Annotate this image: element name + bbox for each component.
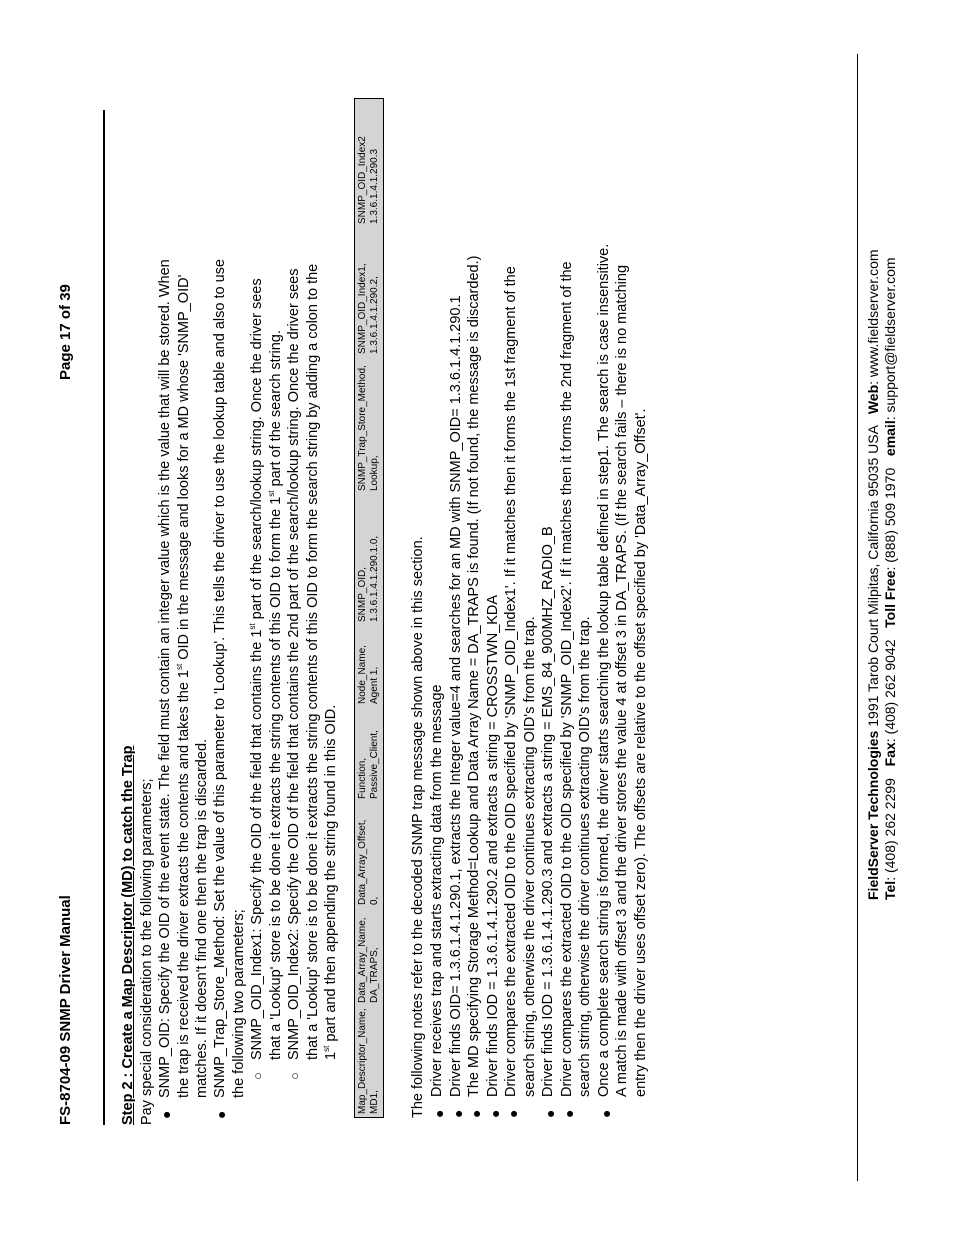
- table-cell-map-descriptor-name: MD1,: [369, 1090, 380, 1114]
- notes-intro: The following notes refer to the decoded SNMP trap message shown above in this section.: [410, 536, 426, 1118]
- table-header-data-array-name: Data_Array_Name,: [357, 917, 368, 1003]
- oid-line-3: matches. If it doesn't find one then the trap is discarded.: [194, 738, 210, 1098]
- circle-bullet-icon: ○: [287, 1072, 302, 1080]
- bullet-icon: ●: [505, 1109, 521, 1118]
- table-cell-snmp-trap-store-method: Lookup,: [369, 455, 380, 491]
- index2-line-1: SNMP_OID_Index2: Specify the OID of the field that contains the 2nd part of the search/lookup string. Once the driver sees: [286, 268, 302, 1060]
- footer-email[interactable]: : support@fieldserver.com: [882, 257, 898, 421]
- footer-contact-line: Tel: (408) 262 2299 Fax: (408) 262 9042 Toll Free: (888) 509 1970 email: support@fieldserver.com: [882, 257, 898, 900]
- list-item: ● Driver finds OID= 1.3.6.1.4.1.290.1, extracts the Integer value=4 and searches for an MD with SNMP_OID= 1.3.6.1.4.1.290.1: [447, 295, 466, 1118]
- table-cell-data-array-name: DA_TRAPS,: [369, 947, 380, 1003]
- list-item: ● Driver compares the extracted OID to the OID specified by 'SNMP_OID_Index2'. If it matches then it forms the 2nd fragment of the search string, otherwise the driver continues extracting OID's from the trap.: [558, 261, 593, 1118]
- bullet-icon: ●: [542, 1109, 558, 1118]
- bullet-icon: ●: [486, 1109, 503, 1118]
- list-item: ● Driver finds IOD = 1.3.6.1.4.1.290.2 and extracts a string = CROSSTWN_KDA: [484, 594, 503, 1118]
- notes-list: [428, 98, 650, 1118]
- footer-tollfree: : (888) 509 1970: [882, 456, 898, 571]
- method-line-2: the following two parameters;: [230, 909, 247, 1098]
- index1-paragraph: [248, 100, 285, 1060]
- table-cell-snmp-oid-index1: 1.3.6.1.4.1.290.2,: [369, 276, 380, 354]
- oid-line-2: the trap is received the driver extracts the contents and takes the 1st OID in the message and looks for a MD whose 'SNMP_OID': [174, 274, 192, 1098]
- map-descriptor-table: [354, 98, 384, 1118]
- list-item: ● Driver finds IOD = 1.3.6.1.4.1.290.3 and extracts a string = EMS_84_900MHZ_RADIO_B: [540, 526, 558, 1118]
- footer-divider: [857, 54, 858, 1181]
- table-cell-node-name: Agent 1,: [369, 666, 380, 704]
- table-cell-snmp-oid: 1.3.6.1.4.1.290.1.0,: [369, 535, 380, 622]
- bullet-icon: ●: [468, 1109, 484, 1118]
- index1-line-1: SNMP_OID_Index1: Specify the OID of the field that contains the 1st part of the search/lookup string. Once the driver sees: [248, 278, 265, 1060]
- bullet-icon: ●: [431, 1109, 447, 1118]
- table-cell-function: Passive_Client,: [369, 730, 380, 799]
- table-header-function: Function,: [357, 757, 368, 799]
- footer-tel: : (408) 262 2299: [882, 766, 898, 881]
- index2-line-3: 1st part and then appending the string found in this OID.: [322, 704, 339, 1060]
- list-item: ● The MD specifying Storage Method=Lookup and Data Array Name = DA_TRAPS is found. (If not found, the message is discarded.): [466, 255, 484, 1118]
- oid-paragraph: [156, 98, 212, 1098]
- bullet-icon: ●: [158, 1110, 174, 1119]
- list-item: ● Driver compares the extracted OID to the OID specified by 'SNMP_OID_Index1'. If it matches then it forms the 1st fragment of the search string, otherwise the driver continues extracting OID's from the trap.: [503, 266, 538, 1118]
- table-header-data-array-offset: Data_Array_Offset,: [357, 819, 368, 905]
- header-rule: [103, 110, 105, 1125]
- method-line-1: SNMP_Trap_Store_Method: Set the value of this parameter to 'Lookup'. This tells the driver to use the lookup table and also to use: [212, 259, 228, 1098]
- bullet-icon: ●: [560, 1109, 577, 1118]
- index1-line-2: that a 'Lookup' store is to be done it extracts the string contents of this OID to form the 1st part of the search string.: [266, 330, 284, 1060]
- list-item: ● Driver receives trap and starts extracting data from the message: [429, 684, 447, 1118]
- step2-intro: Pay special consideration to the following parameters;: [139, 778, 155, 1125]
- bullet-icon: ●: [449, 1109, 466, 1118]
- footer-fax: : (408) 262 9042: [882, 627, 898, 743]
- table-header-snmp-trap-store-method: SNMP_Trap_Store_Method,: [357, 365, 368, 491]
- circle-bullet-icon: ○: [250, 1072, 265, 1080]
- footer-company: FieldServer Technologies: [865, 730, 881, 900]
- table-header-map-descriptor-name: Map_Descriptor_Name,: [357, 1008, 368, 1114]
- table-header-snmp-oid: SNMP_OID,: [357, 566, 368, 622]
- table-header-snmp-oid-index1: SNMP_OID_Index1,: [357, 263, 368, 354]
- doc-title: FS-8704-09 SNMP Driver Manual: [57, 895, 74, 1125]
- index2-paragraph: [285, 100, 341, 1060]
- index2-line-2: that a 'Lookup' store is to be done it extracts the string contents of this OID to form the search string by adding a colon to the: [304, 263, 321, 1060]
- page-number: Page 17 of 39: [57, 284, 74, 380]
- table-header-snmp-oid-index2: SNMP_OID_Index2: [357, 136, 368, 224]
- footer-address-line: FieldServer Technologies 1991 Tarob Court Milpitas, California 95035 USA Web: www.fieldserver.com: [865, 249, 881, 900]
- table-cell-data-array-offset: 0,: [369, 896, 380, 905]
- list-item: ● Once a complete search string is formed, the driver starts searching the lookup table defined in step1. The search is case insensitive. A match is made with offset 3 and the driver stores the value 4 at offset 3 in DA_TRAPS. (If the search fails – there is no matching entry then the driver uses offset zero). The offsets are relative to the offset specified by 'Data_Array_Offset'.: [595, 243, 649, 1118]
- bullet-icon: ●: [597, 1109, 614, 1118]
- method-paragraph: [211, 98, 248, 1098]
- oid-line-1: SNMP_OID: Specify the OID of the event state. The field must contain an integer value which is the value that will be stored. When: [157, 259, 173, 1098]
- bullet-icon: ●: [213, 1110, 229, 1119]
- table-header-node-name: Node_Name,: [357, 645, 368, 704]
- footer-web[interactable]: : www.fieldserver.com: [865, 249, 881, 385]
- step2-title: Step 2 : Create a Map Descriptor (MD) to catch the Trap: [120, 745, 136, 1125]
- table-cell-snmp-oid-index2: 1.3.6.1.4.1.290.3: [369, 148, 380, 224]
